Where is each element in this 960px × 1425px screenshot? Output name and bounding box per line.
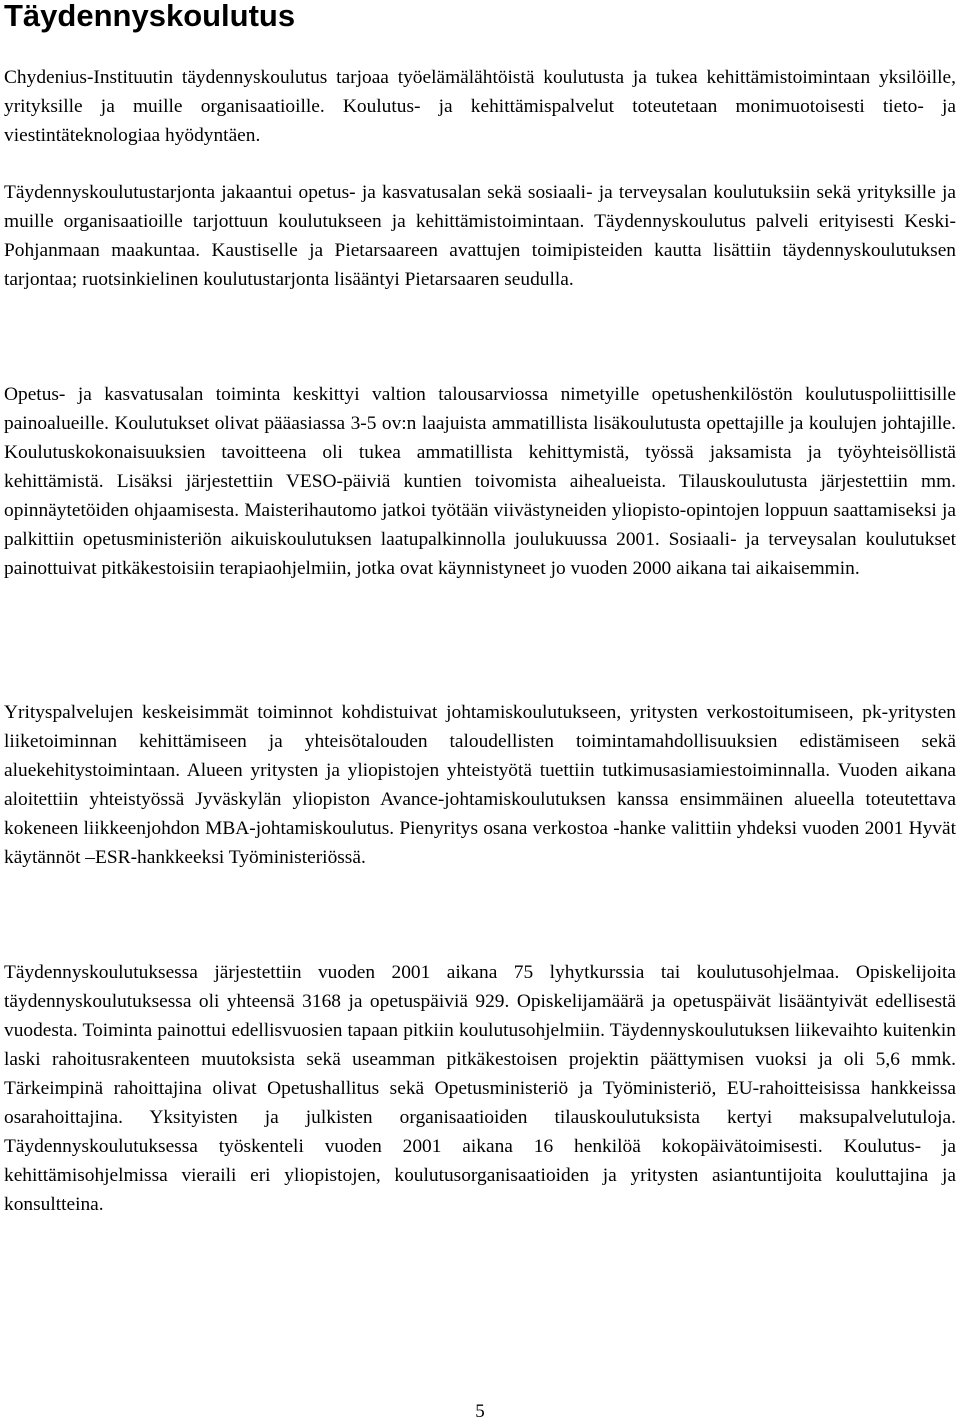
paragraph-statistics: Täydennyskoulutuksessa järjestettiin vuoden 2001 aikana 75 lyhytkurssia tai koulutusohjelmaa. Opiskelijoita täydennyskoulutuksessa oli yhteensä 3168 ja opetuspäiviä 929. Opiskelijamäärä ja opetuspäivät lisääntyivät edellisestä vuodesta. Toiminta painottui edellisvuosien tapaan pitkiin koulutusohjelmiin. Täydennyskoulutuksen liikevaihto kuitenkin laski rahoitusrakenteen muutoksista sekä useamman pitkäkestoisen projektin päättymisen vuoksi ja oli 5,6 mmk. Tärkeimpinä rahoittajina olivat Opetushallitus sekä Opetusministeriö ja Työministeriö, EU-rahoitteisissa hankkeissa osarahoittajina. Yksityisten ja julkisten organisaatioiden tilauskoulutuksista kertyi maksupalvelutuloja. Täydennyskoulutuksessa työskenteli vuoden 2001 aikana 16 henkilöä kokopäivätoimisesti. Koulutus- ja kehittämisohjelmissa vieraili eri yliopistojen, koulutusorganisaatioiden ja yritysten asiantuntijoita kouluttajina ja konsultteina.: [4, 962, 956, 1215]
paragraph-education-sector: Opetus- ja kasvatusalan toiminta keskittyi valtion talousarviossa nimetyille opetushenkilöstön koulutuspoliittisille painoalueille. Koulutukset olivat pääasiassa 3-5 ov:n laajuista ammatillista lisäkoulutusta opettajille ja koulujen johtajille. Koulutuskokonaisuuksien tavoitteena oli tukea ammatillista kehittymistä, työssä jaksamista ja työyhteisöllistä kehittämistä. Lisäksi järjestettiin VESO-päiviä kuntien toivomista aihealueista. Tilauskoulutusta järjestettiin mm. opinnäytetöiden ohjaamisesta. Maisterihautomo jatkoi työtään viivästyneiden yliopisto-opintojen loppuun saattamiseksi ja palkittiin opetusministeriön aikuiskoulutuksen laatupalkinnolla joulukuussa 2001. Sosiaali- ja terveysalan koulutukset painottuivat pitkäkestoisiin terapiaohjelmiin, jotka ovat käynnistyneet jo vuoden 2000 aikana tai aikaisemmin.: [4, 384, 956, 579]
page-number: 5: [475, 1401, 485, 1422]
paragraph-intro: Chydenius-Instituutin täydennyskoulutus tarjoaa työelämälähtöistä koulutusta ja tukea kehittämistoimintaan yksilöille, yrityksille ja muille organisaatioille. Koulutus- ja kehittämispalvelut toteutetaan monimuotoisesti tieto- ja viestintäteknologiaa hyödyntäen.: [4, 67, 956, 146]
paragraph-offering: Täydennyskoulutustarjonta jakaantui opetus- ja kasvatusalan sekä sosiaali- ja terveysalan koulutuksiin sekä yrityksille ja muille organisaatioille tarjottuun koulutukseen ja kehittämistoimintaan. Täydennyskoulutus palveli erityisesti Keski-Pohjanmaan maakuntaa. Kaustiselle ja Pietarsaareen avattujen toimipisteiden kautta lisättiin täydennyskoulutuksen tarjontaa; ruotsinkielinen koulutustarjonta lisääntyi Pietarsaaren seudulla.: [4, 182, 956, 290]
page-title: Täydennyskoulutus: [4, 0, 296, 33]
paragraph-business-services: Yrityspalvelujen keskeisimmät toiminnot kohdistuivat johtamiskoulutukseen, yritysten verkostoitumiseen, pk-yritysten liiketoiminnan kehittämiseen ja yhteisötalouden taloudellisten toimintamahdollisuuksien edistämiseen sekä aluekehitystoimintaan. Alueen yritysten ja yliopistojen yhteistyötä tuettiin tutkimusasiamiestoiminnalla. Vuoden aikana aloitettiin yhteistyössä Jyväskylän yliopiston Avance-johtamiskoulutuksen kanssa ensimmäinen alueella toteutettava kokeneen liikkeenjohdon MBA-johtamiskoulutus. Pienyritys osana verkostoa -hanke valittiin yhdeksi vuoden 2001 Hyvät käytännöt –ESR-hankkeeksi Työministeriössä.: [4, 702, 956, 868]
